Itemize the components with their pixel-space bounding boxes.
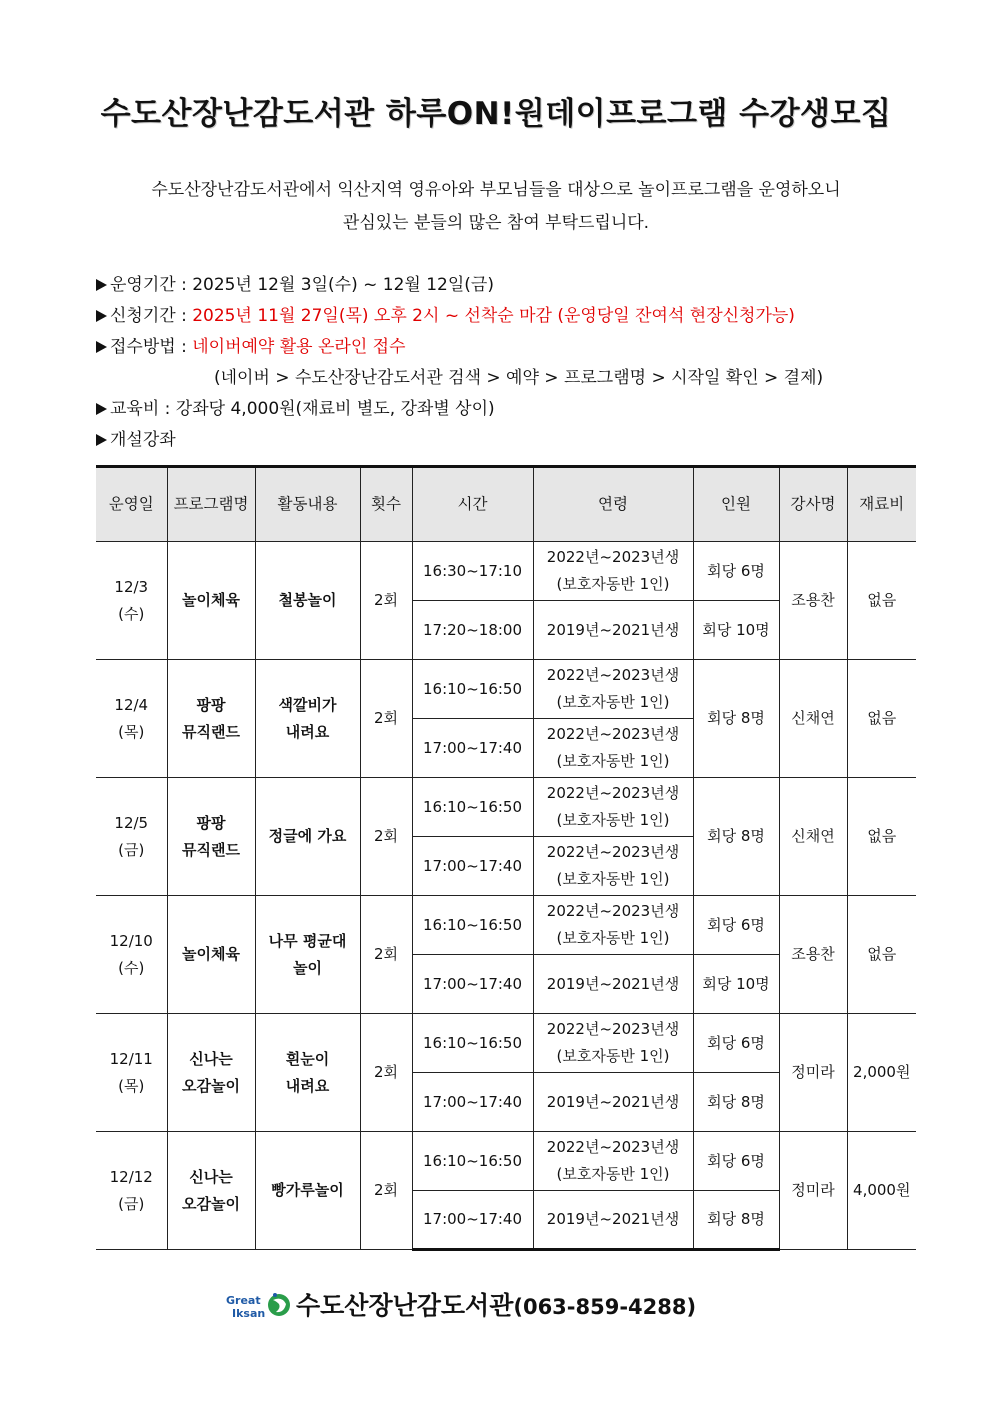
cell-age xyxy=(533,660,693,719)
date-value: 12/3 xyxy=(114,577,149,596)
cell-time: 16:10~16:50 xyxy=(412,778,533,837)
info-list xyxy=(96,270,936,456)
great-iksan-logo-icon xyxy=(224,1286,294,1326)
intro-line-1: 수도산장난감도서관에서 익산지역 영유아와 부모님들을 대상으로 놀이프로그램을 운영하오니 xyxy=(151,180,841,200)
program-line: 뮤직랜드 xyxy=(182,722,240,741)
info-apply: 신청기간 : 2025년 11월 27일(목) 오후 2시 ~ 선착순 마감 (운영당일 잔여석 현장신청가능) xyxy=(96,301,936,332)
cell-instructor: 신채연 xyxy=(779,778,847,896)
cell-age xyxy=(533,719,693,778)
age-line: (보호자동반 1인) xyxy=(556,929,670,947)
intro-text xyxy=(60,174,932,240)
column-header: 강사명 xyxy=(779,467,847,542)
cell-program xyxy=(167,1132,255,1250)
age-line: 2019년~2021년생 xyxy=(546,620,680,639)
program-line: 신나는 xyxy=(189,1167,233,1186)
column-header: 활동내용 xyxy=(255,467,360,542)
activity-line: 정글에 가요 xyxy=(268,827,347,845)
cell-instructor: 조용찬 xyxy=(779,542,847,660)
cell-time: 17:00~17:40 xyxy=(412,1191,533,1250)
day-value: (금) xyxy=(118,840,145,859)
cell-material-fee: 없음 xyxy=(847,660,916,778)
column-header: 운영일 xyxy=(96,467,167,542)
program-line: 뮤직랜드 xyxy=(182,840,240,859)
age-line: 2022년~2023년생 xyxy=(546,666,680,684)
date-value: 12/12 xyxy=(109,1167,153,1186)
program-line: 팡팡 xyxy=(196,695,226,714)
activity-line: 나무 평균대 xyxy=(268,931,347,950)
cell-date xyxy=(96,542,167,660)
cell-time: 17:00~17:40 xyxy=(412,837,533,896)
table-row xyxy=(96,1132,916,1191)
cell-time: 17:00~17:40 xyxy=(412,719,533,778)
cell-activity xyxy=(255,542,360,660)
cell-age xyxy=(533,1191,693,1250)
table-header-row xyxy=(96,467,916,542)
cell-date xyxy=(96,1014,167,1132)
cell-material-fee: 없음 xyxy=(847,542,916,660)
footer xyxy=(0,1276,992,1336)
cell-program xyxy=(167,542,255,660)
cell-time: 17:00~17:40 xyxy=(412,1073,533,1132)
column-header: 재료비 xyxy=(847,467,916,542)
table-row xyxy=(96,660,916,719)
cell-age xyxy=(533,837,693,896)
day-value: (목) xyxy=(118,722,145,741)
cell-program xyxy=(167,1014,255,1132)
age-line: 2019년~2021년생 xyxy=(546,1210,680,1228)
info-courses-label: 개설강좌 xyxy=(96,425,936,456)
method-highlight: 네이버예약 활용 온라인 접수 xyxy=(192,337,406,357)
column-header: 시간 xyxy=(412,467,533,542)
date-value: 12/4 xyxy=(114,695,149,714)
cell-people: 회당 6명 xyxy=(693,542,779,601)
footer-library-name: 수도산장난감도서관(063-859-4288) xyxy=(296,1291,697,1320)
age-line: (보호자동반 1인) xyxy=(556,693,670,711)
intro-line-2: 관심있는 분들의 많은 참여 부탁드립니다. xyxy=(342,213,650,233)
cell-date xyxy=(96,660,167,778)
cell-age xyxy=(533,1014,693,1073)
day-value: (목) xyxy=(118,1076,145,1095)
triangle-bullet-icon xyxy=(96,279,107,291)
age-line: 2022년~2023년생 xyxy=(546,548,680,566)
cell-date xyxy=(96,896,167,1014)
cell-program xyxy=(167,778,255,896)
cell-people: 회당 8명 xyxy=(693,1073,779,1132)
activity-line: 색깔비가 xyxy=(278,695,337,714)
cell-people: 회당 10명 xyxy=(693,601,779,660)
info-period: 운영기간 : 2025년 12월 3일(수) ~ 12월 12일(금) xyxy=(96,270,936,301)
program-line: 신나는 xyxy=(189,1049,233,1068)
activity-line: 흰눈이 xyxy=(285,1049,330,1068)
age-line: (보호자동반 1인) xyxy=(556,1047,670,1065)
cell-instructor: 정미라 xyxy=(779,1014,847,1132)
activity-line: 빵가루놀이 xyxy=(271,1181,344,1199)
program-line: 팡팡 xyxy=(196,813,226,832)
column-header: 횟수 xyxy=(360,467,412,542)
age-line: (보호자동반 1인) xyxy=(556,811,670,829)
age-line: 2019년~2021년생 xyxy=(546,974,680,993)
program-line: 놀이체육 xyxy=(182,945,240,963)
cell-age xyxy=(533,1132,693,1191)
date-value: 12/10 xyxy=(109,931,153,950)
cell-age xyxy=(533,542,693,601)
cell-people: 회당 10명 xyxy=(693,955,779,1014)
day-value: (금) xyxy=(118,1194,145,1213)
age-line: 2022년~2023년생 xyxy=(546,784,680,802)
info-method-detail: (네이버 > 수도산장난감도서관 검색 > 예약 > 프로그램명 > 시작일 확인 > 결제) xyxy=(214,368,824,388)
activity-line: 철봉놀이 xyxy=(278,591,337,609)
logo-line-1: Great xyxy=(226,1294,261,1307)
triangle-bullet-icon xyxy=(96,310,107,322)
info-fee: 교육비 : 강좌당 4,000원(재료비 별도, 강좌별 상이) xyxy=(96,394,936,425)
cell-age xyxy=(533,896,693,955)
cell-people: 회당 8명 xyxy=(693,778,779,896)
cell-count: 2회 xyxy=(360,896,412,1014)
age-line: (보호자동반 1인) xyxy=(556,1165,670,1183)
column-header: 인원 xyxy=(693,467,779,542)
cell-time: 16:10~16:50 xyxy=(412,1132,533,1191)
cell-program xyxy=(167,660,255,778)
activity-line: 내려요 xyxy=(285,1076,330,1095)
cell-people: 회당 8명 xyxy=(693,1191,779,1250)
cell-date xyxy=(96,778,167,896)
age-line: (보호자동반 1인) xyxy=(556,752,670,770)
column-header: 프로그램명 xyxy=(167,467,255,542)
table-row xyxy=(96,542,916,601)
age-line: (보호자동반 1인) xyxy=(556,870,670,888)
cell-time: 16:30~17:10 xyxy=(412,542,533,601)
cell-count: 2회 xyxy=(360,542,412,660)
logo-line-2: Iksan xyxy=(232,1307,266,1320)
cell-instructor: 신채연 xyxy=(779,660,847,778)
cell-age xyxy=(533,1073,693,1132)
cell-time: 16:10~16:50 xyxy=(412,660,533,719)
cell-people: 회당 6명 xyxy=(693,1014,779,1073)
cell-people: 회당 6명 xyxy=(693,896,779,955)
table-row xyxy=(96,778,916,837)
cell-material-fee: 2,000원 xyxy=(847,1014,916,1132)
triangle-bullet-icon xyxy=(96,403,107,415)
table-row xyxy=(96,896,916,955)
age-line: (보호자동반 1인) xyxy=(556,575,670,593)
triangle-bullet-icon xyxy=(96,341,107,353)
cell-age xyxy=(533,955,693,1014)
cell-time: 16:10~16:50 xyxy=(412,1014,533,1073)
age-line: 2022년~2023년생 xyxy=(546,725,680,743)
cell-activity xyxy=(255,660,360,778)
cell-age xyxy=(533,601,693,660)
table-row xyxy=(96,1014,916,1073)
cell-count: 2회 xyxy=(360,660,412,778)
cell-count: 2회 xyxy=(360,1014,412,1132)
page-title: 수도산장난감도서관 하루ON!원데이프로그램 수강생모집 xyxy=(100,96,892,132)
date-value: 12/5 xyxy=(114,813,149,832)
cell-people: 회당 6명 xyxy=(693,1132,779,1191)
cell-activity xyxy=(255,896,360,1014)
cell-age xyxy=(533,778,693,837)
activity-line: 놀이 xyxy=(293,958,322,977)
table-header xyxy=(96,467,916,542)
cell-count: 2회 xyxy=(360,778,412,896)
cell-material-fee: 없음 xyxy=(847,896,916,1014)
cell-time: 17:20~18:00 xyxy=(412,601,533,660)
day-value: (수) xyxy=(118,604,145,623)
program-line: 놀이체육 xyxy=(182,591,240,609)
program-line: 오감놀이 xyxy=(182,1194,240,1213)
cell-material-fee: 4,000원 xyxy=(847,1132,916,1250)
age-line: 2019년~2021년생 xyxy=(546,1092,680,1111)
table-body xyxy=(96,542,916,1250)
cell-count: 2회 xyxy=(360,1132,412,1250)
cell-instructor: 정미라 xyxy=(779,1132,847,1250)
apply-period-highlight: 2025년 11월 27일(목) 오후 2시 ~ 선착순 마감 (운영당일 잔여석 현장신청가능) xyxy=(192,306,795,326)
cell-activity xyxy=(255,1132,360,1250)
cell-time: 16:10~16:50 xyxy=(412,896,533,955)
column-header: 연령 xyxy=(533,467,693,542)
program-line: 오감놀이 xyxy=(182,1076,240,1095)
date-value: 12/11 xyxy=(109,1049,153,1068)
cell-material-fee: 없음 xyxy=(847,778,916,896)
cell-program xyxy=(167,896,255,1014)
day-value: (수) xyxy=(118,958,145,977)
info-method: 접수방법 : 네이버예약 활용 온라인 접수 xyxy=(96,332,936,363)
activity-line: 내려요 xyxy=(285,722,330,741)
cell-activity xyxy=(255,778,360,896)
cell-people: 회당 8명 xyxy=(693,660,779,778)
age-line: 2022년~2023년생 xyxy=(546,1138,680,1156)
cell-instructor: 조용찬 xyxy=(779,896,847,1014)
cell-date xyxy=(96,1132,167,1250)
footer-phone: (063-859-4288) xyxy=(513,1295,697,1319)
age-line: 2022년~2023년생 xyxy=(546,843,680,861)
cell-time: 17:00~17:40 xyxy=(412,955,533,1014)
age-line: 2022년~2023년생 xyxy=(546,1020,680,1038)
age-line: 2022년~2023년생 xyxy=(546,902,680,920)
cell-activity xyxy=(255,1014,360,1132)
course-table xyxy=(96,465,916,1251)
triangle-bullet-icon xyxy=(96,434,107,446)
